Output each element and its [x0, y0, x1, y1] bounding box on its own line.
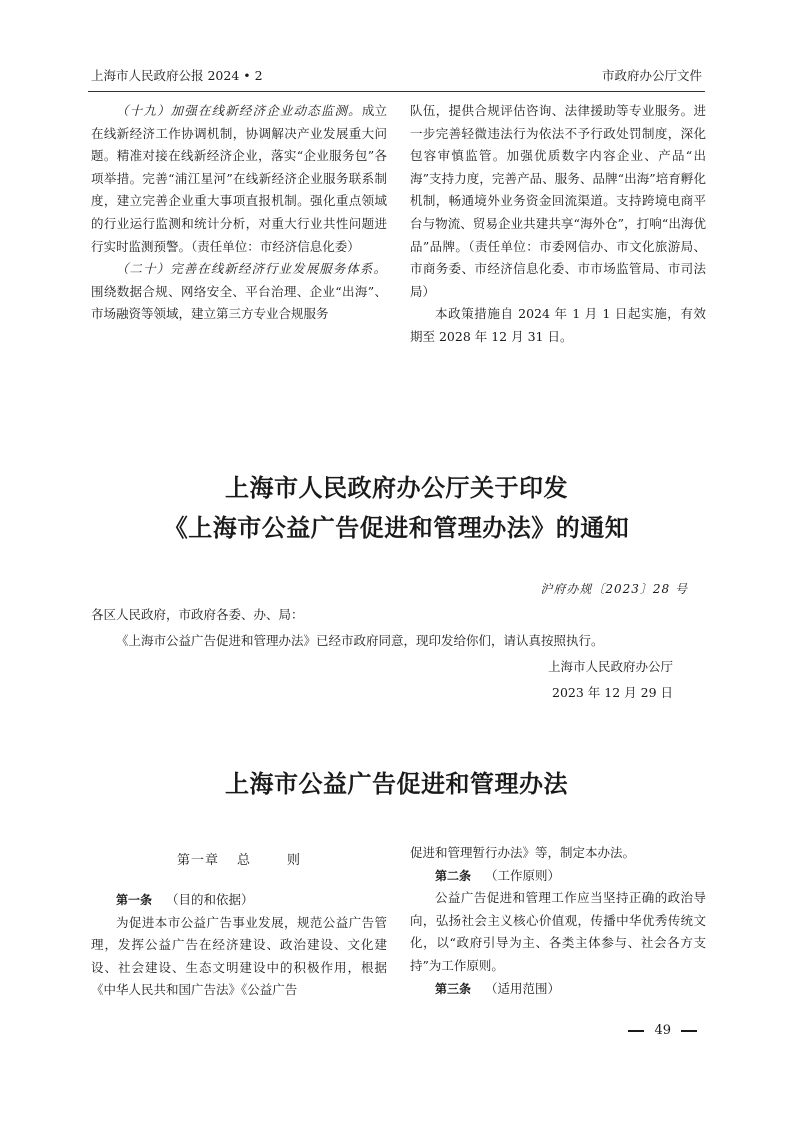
item-nineteen-body: 成立在线新经济工作协调机制，协调解决产业发展重大问题。精准对接在线新经济企业，落实“企业服务包”各项举措。完善“浦江星河”在线新经济企业服务联系制度，建立完善企业重大事项直报机制。强化重点领域的行业运行监测和统计分析，对重大行业共性问题进行实时监测预警。（责任单位：市经济信息化委） [91, 103, 387, 254]
header-divider [88, 91, 705, 92]
measures-title: 上海市公益广告促进和管理办法 [225, 770, 568, 798]
header-publication: 上海市人民政府公报 2024 • 2 [91, 68, 263, 83]
page-number: 49 [654, 1023, 671, 1038]
notice-body: 《上海市公益广告促进和管理办法》已经市政府同意，现印发给你们，请认真按照执行。 [116, 633, 604, 648]
chapter-number: 第一章 [176, 853, 219, 868]
paragraph-nineteen [91, 100, 387, 258]
notice-salutation: 各区人民政府，市政府各委、办、局： [91, 607, 304, 622]
notice-date: 2023 年 12 月 29 日 [552, 685, 673, 700]
article-two-heading-line [410, 865, 706, 888]
chapter-word-2: 则 [287, 853, 302, 868]
article-one-body: 为促进本市公益广告事业发展，规范公益广告管理，发挥公益广告在经济建设、政治建设、文化建设、社会建设、生态文明建设中的积极作用，根据《中华人民共和国广告法》《公益广告 [91, 914, 387, 998]
dash-right [681, 1030, 697, 1032]
paragraph-twenty [91, 258, 387, 326]
bottom-right-column [410, 842, 706, 1000]
paragraph-effective-date: 本政策措施自 2024 年 1 月 1 日起实施，有效期至 2028 年 12 月 31 日。 [410, 306, 706, 344]
chapter-word-1: 总 [236, 853, 251, 868]
bottom-left-column [91, 889, 387, 1002]
chapter-heading [91, 851, 387, 871]
notice-title-line1: 上海市人民政府办公厅关于印发 [225, 474, 568, 502]
article-two-body: 公益广告促进和管理工作应当坚持正确的政治导向，弘扬社会主义核心价值观，传播中华优秀传统文化，以“政府引导为主、各类主体参与、社会各方支持”为工作原则。 [410, 890, 706, 973]
paragraph-twenty-cont: 队伍，提供合规评估咨询、法律援助等专业服务。进一步完善轻微违法行为依法不予行政处罚制度，深化包容审慎监管。加强优质数字内容企业、产品“出海”支持力度，完善产品、服务、品牌“出海”培育孵化机制，畅通境外业务资金回流渠道。支持跨境电商平台与物流、贸易企业共建共享“海外仓”，打响“出海优品”品牌。（责任单位：市委网信办、市文化旅游局、市商务委、市经济信息化委、市市场监管局、市司法局） [410, 103, 706, 299]
article-one-heading-line [91, 889, 387, 912]
article-three-label: 第三条 [435, 981, 472, 996]
article-one-label: 第一条 [116, 893, 153, 907]
page-number-footer [628, 1022, 697, 1040]
notice-issuer: 上海市人民政府办公厅 [547, 659, 673, 674]
article-three-subtitle: （适用范围） [485, 980, 561, 996]
item-twenty-body: 围绕数据合规、网络安全、平台治理、企业“出海”、市场融资等领域，建立第三方专业合规服务 [91, 283, 387, 322]
dash-left [628, 1030, 644, 1032]
article-three-heading-line [410, 978, 706, 1001]
header-section: 市政府办公厅文件 [601, 68, 702, 83]
notice-title-line2: 《上海市公益广告促进和管理办法》的通知 [163, 514, 630, 542]
document-number: 沪府办规〔2023〕28 号 [540, 582, 688, 596]
top-left-column [91, 100, 387, 326]
item-nineteen-heading: （十九）加强在线新经济企业动态监测。 [116, 103, 362, 118]
article-one-continuation: 促进和管理暂行办法》等，制定本办法。 [410, 845, 636, 860]
article-two-label: 第二条 [435, 868, 472, 883]
item-twenty-heading: （二十）完善在线新经济行业发展服务体系。 [116, 261, 387, 277]
article-two-subtitle: （工作原则） [485, 867, 561, 883]
article-one-subtitle: （目的和依据） [166, 892, 254, 907]
top-right-column [410, 100, 706, 349]
